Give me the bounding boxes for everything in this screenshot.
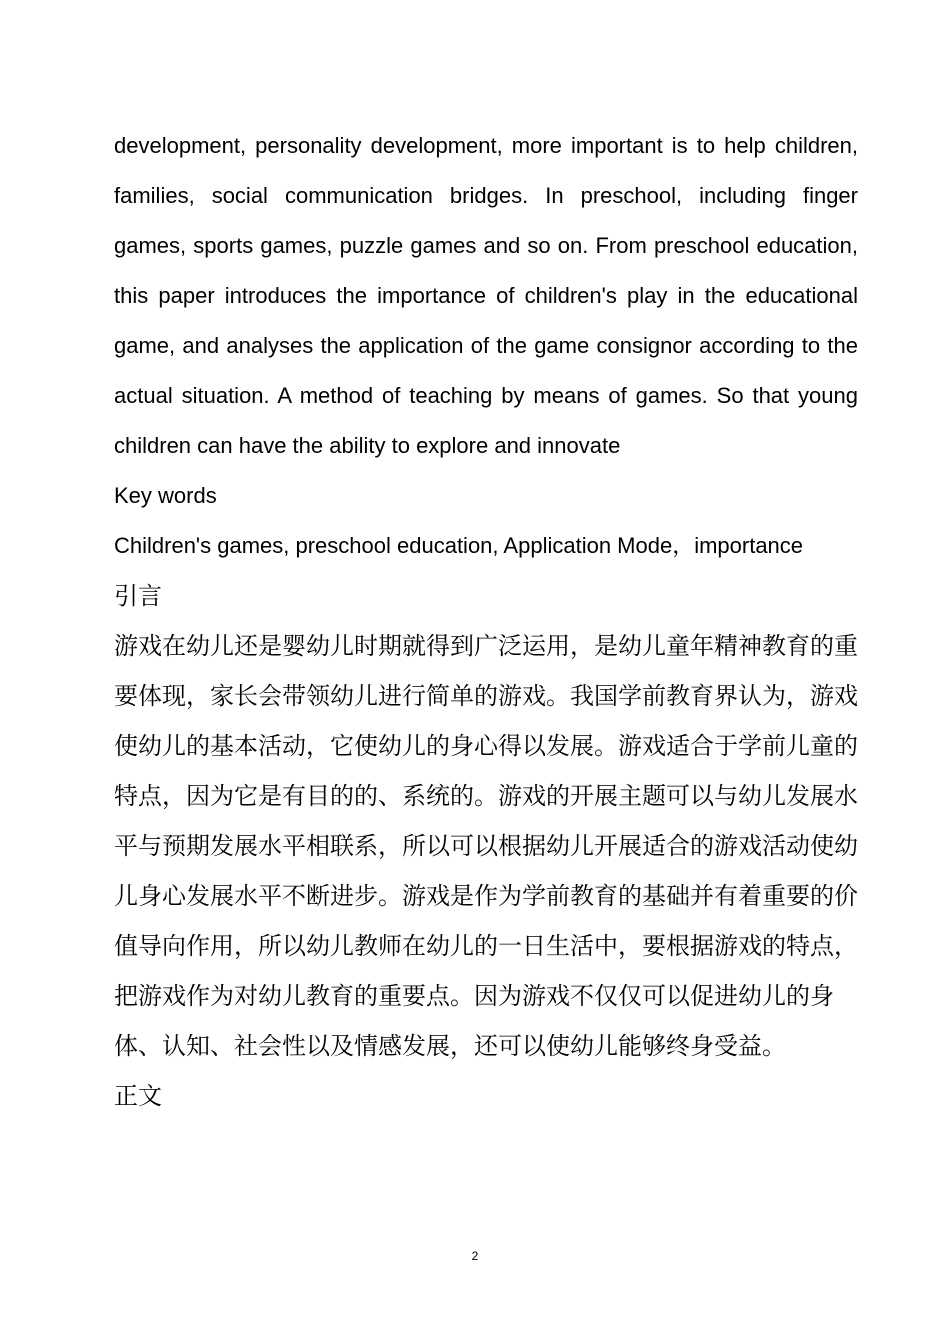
page-content [114, 121, 858, 1121]
abstract-paragraph: development, personality development, more important is to help children, families, social communication bridges. In preschool, including finger games, sports games, puzzle games and so on. From preschool education, this paper introduces the importance of children's play in the educational game, and analyses the application of the game consignor according to the actual situation. A method of teaching by means of games. So that young children can have the ability to explore and innovate [114, 133, 858, 458]
keywords-heading: Key words [114, 483, 217, 508]
page-number: 2 [471, 1249, 479, 1263]
introduction-heading: 引言 [114, 582, 162, 610]
keywords-text: Children's games, preschool education, Application Mode，importance [114, 533, 804, 558]
main-text-heading: 正文 [114, 1082, 162, 1110]
introduction-paragraph: 游戏在幼儿还是婴幼儿时期就得到广泛运用，是幼儿童年精神教育的重要体现，家长会带领幼儿进行简单的游戏。我国学前教育界认为，游戏使幼儿的基本活动，它使幼儿的身心得以发展。游戏适合于学前儿童的特点，因为它是有目的的、系统的。游戏的开展主题可以与幼儿发展水平与预期发展水平相联系，所以可以根据幼儿开展适合的游戏活动使幼儿身心发展水平不断进步。游戏是作为学前教育的基础并有着重要的价值导向作用，所以幼儿教师在幼儿的一日生活中，要根据游戏的特点，把游戏作为对幼儿教育的重要点。因为游戏不仅仅可以促进幼儿的身体、认知、社会性以及情感发展，还可以使幼儿能够终身受益。 [114, 632, 858, 1060]
